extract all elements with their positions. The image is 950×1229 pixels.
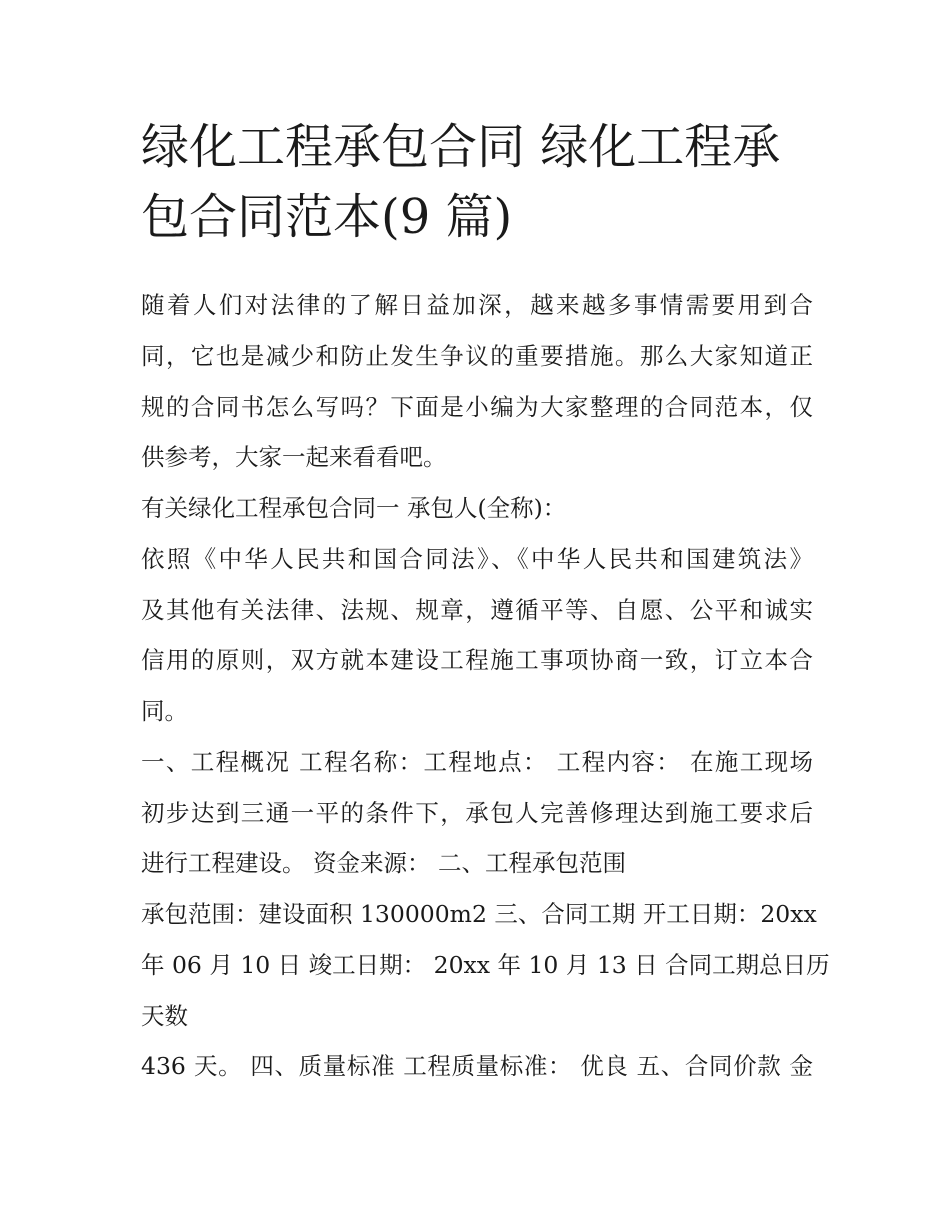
text-line: 及其他有关法律、法规、规章，遵循平等、自愿、公平和诚实 — [141, 595, 813, 624]
text-line: 规的合同书怎么写吗？下面是小编为大家整理的合同范本，仅 — [141, 392, 813, 421]
text-line: 随着人们对法律的了解日益加深，越来越多事情需要用到合 — [141, 291, 813, 319]
text-line: 进行工程建设。 资金来源： 二、工程承包范围 — [141, 849, 626, 878]
text-line: 有关绿化工程承包合同一 承包人(全称)： — [141, 494, 567, 522]
text-line: 同，它也是减少和防止发生争议的重要措施。那么大家知道正 — [141, 341, 813, 370]
text-line: 信用的原则，双方就本建设工程施工事项协商一致，订立本合 — [141, 646, 813, 675]
text-line: 一、工程概况 工程名称：工程地点： 工程内容： 在施工现场 — [141, 747, 813, 776]
text-line: 初步达到三通一平的条件下，承包人完善修理达到施工要求后 — [141, 798, 813, 827]
text-line: 承包范围：建设面积 130000m2 三、合同工期 开工日期：20xx — [141, 900, 817, 928]
text-line: 同。 — [141, 697, 188, 725]
title-line-1: 绿化工程承包合同 绿化工程承 — [141, 119, 781, 175]
text-line: 436 天。 四、质量标准 工程质量标准： 优良 五、合同价款 金 — [141, 1052, 813, 1081]
title-line-2: 包合同范本(9 篇) — [141, 189, 513, 245]
document-body — [141, 280, 830, 1092]
text-line: 天数 — [141, 1001, 188, 1030]
text-line: 依照《中华人民共和国合同法》、《中华人民共和国建筑法》 — [141, 544, 813, 573]
text-line: 供参考，大家一起来看看吧。 — [141, 443, 447, 472]
document-title — [141, 112, 821, 252]
text-line: 年 06 月 10 日 竣工日期： 20xx 年 10 月 13 日 合同工期总日历 — [141, 950, 830, 979]
